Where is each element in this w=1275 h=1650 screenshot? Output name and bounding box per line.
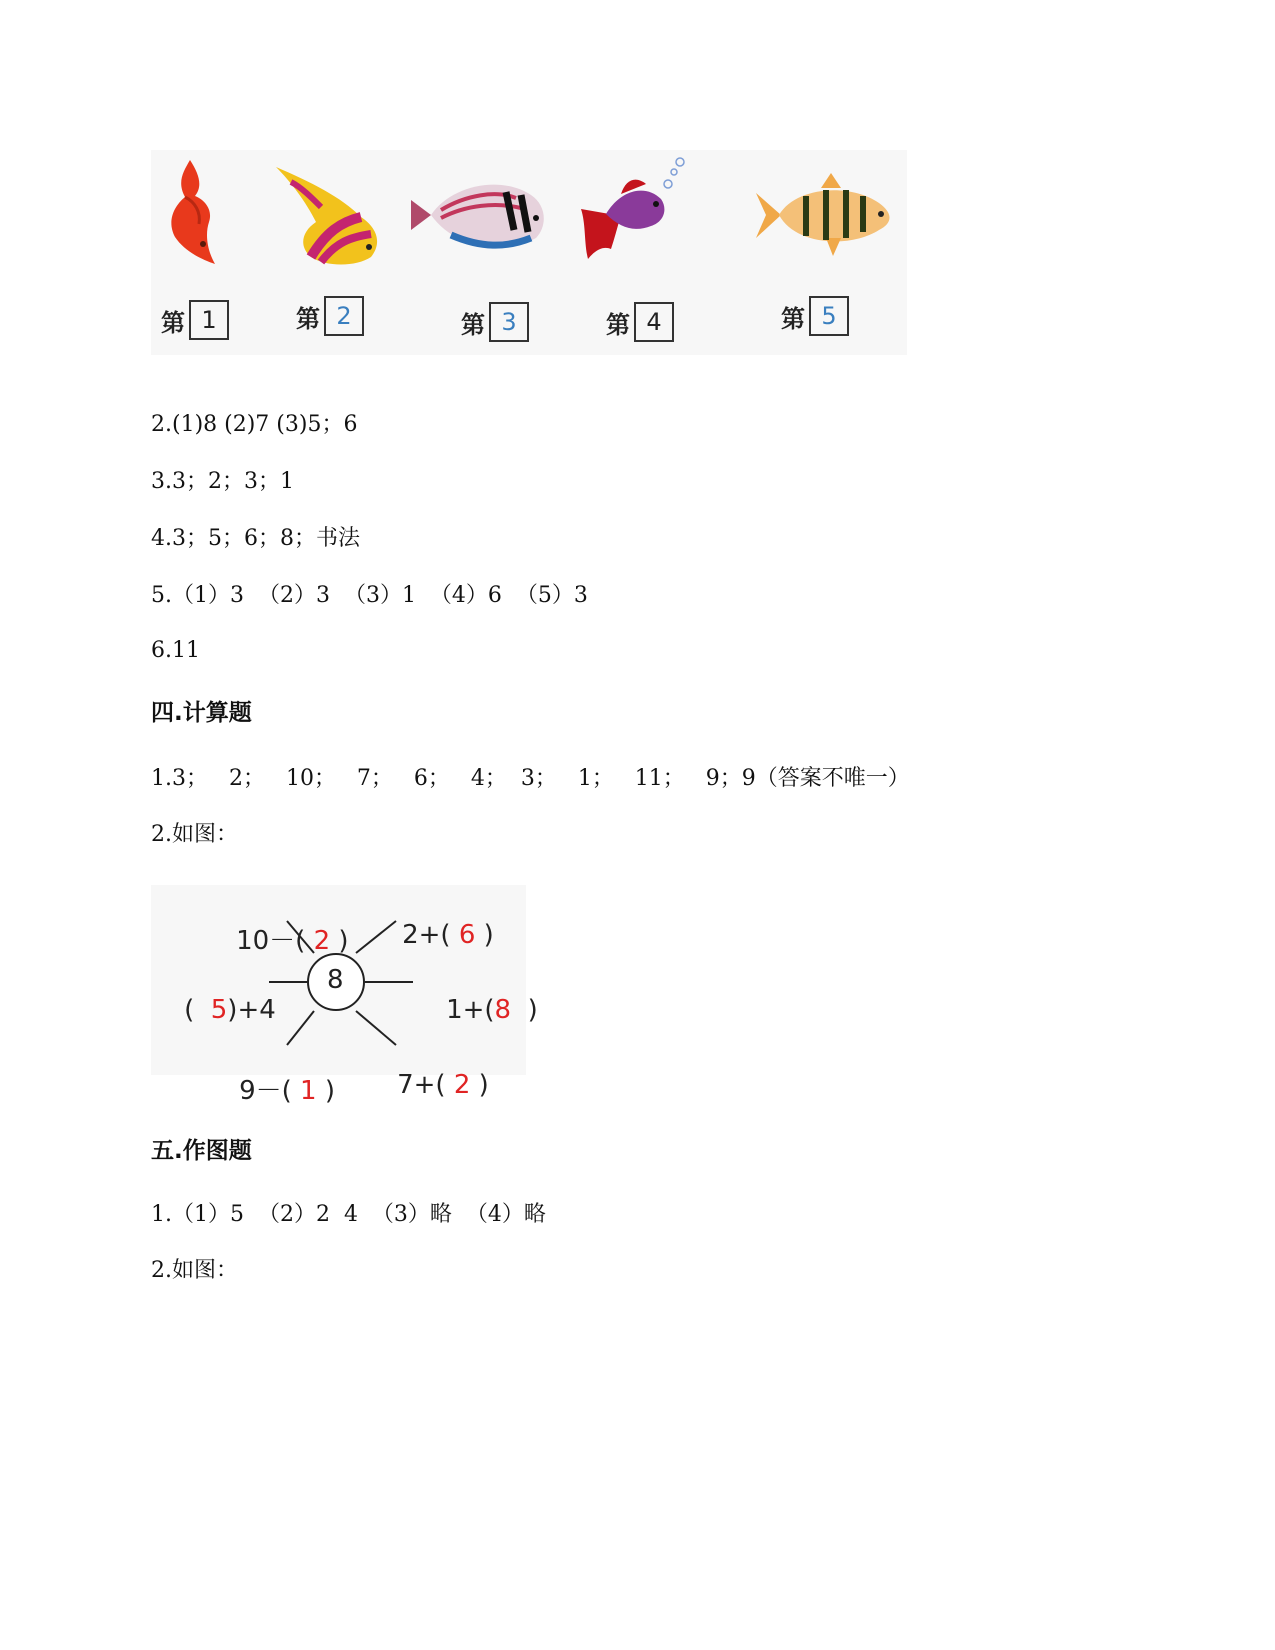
ordinal-box: 1 xyxy=(189,300,229,340)
tiger-barb-icon xyxy=(751,168,901,263)
ordinal-box: 3 xyxy=(489,302,529,342)
striped-fish-icon xyxy=(406,170,551,260)
section-5-q1: 1.（1）5 （2）2 4 （3）略 （4）略 xyxy=(151,1202,546,1227)
red-fish-icon xyxy=(155,152,225,272)
star-answer: 6 xyxy=(458,920,476,950)
section-5-q2: 2.如图： xyxy=(151,1258,238,1283)
ordinal-label-2: 第 2 xyxy=(296,296,364,336)
star-left: ( 5)+4 xyxy=(184,995,276,1025)
star-bottom-left: 9－( 1 ) xyxy=(239,1076,335,1106)
answer-line-3: 3.3；2；3；1 xyxy=(151,469,294,494)
star-bottom-right: 7+( 2 ) xyxy=(397,1070,489,1100)
ordinal-label-5: 第 5 xyxy=(781,296,849,336)
section-4-q2: 2.如图： xyxy=(151,822,238,847)
answer-line-6: 6.11 xyxy=(151,638,200,663)
star-answer: 2 xyxy=(313,926,331,956)
ordinal-label-3: 第 3 xyxy=(461,302,529,342)
ordinal-box: 4 xyxy=(634,302,674,342)
ordinal-box: 5 xyxy=(809,296,849,336)
section-4-title: 四.计算题 xyxy=(151,700,252,726)
fish-ordinal-figure xyxy=(151,150,907,355)
ordinal-label-1: 第 1 xyxy=(161,300,229,340)
star-answer: 2 xyxy=(453,1070,471,1100)
section-5-title: 五.作图题 xyxy=(151,1138,252,1164)
answer-line-4: 4.3；5；6；8；书法 xyxy=(151,526,360,551)
star-right: 1+(8 ) xyxy=(446,995,538,1025)
star-center-value: 8 xyxy=(327,965,344,995)
star-top-right: 2+( 6 ) xyxy=(402,920,494,950)
star-answer: 1 xyxy=(300,1076,317,1106)
star-answer: 5 xyxy=(210,995,228,1025)
ordinal-box: 2 xyxy=(324,296,364,336)
answer-line-2: 2.(1)8 (2)7 (3)5；6 xyxy=(151,412,358,437)
answer-line-5: 5.（1）3 （2）3 （3）1 （4）6 （5）3 xyxy=(151,583,588,608)
betta-fish-icon xyxy=(576,154,691,269)
number-star-diagram xyxy=(151,885,538,1106)
angelfish-icon xyxy=(271,162,391,272)
star-answer: 8 xyxy=(494,995,512,1025)
star-top-left: 10－( 2 ) xyxy=(236,926,349,956)
ordinal-label-4: 第 4 xyxy=(606,302,674,342)
section-4-q1: 1.3； 2； 10； 7； 6； 4； 3； 1； 11； 9；9（答案不唯一） xyxy=(151,766,910,791)
